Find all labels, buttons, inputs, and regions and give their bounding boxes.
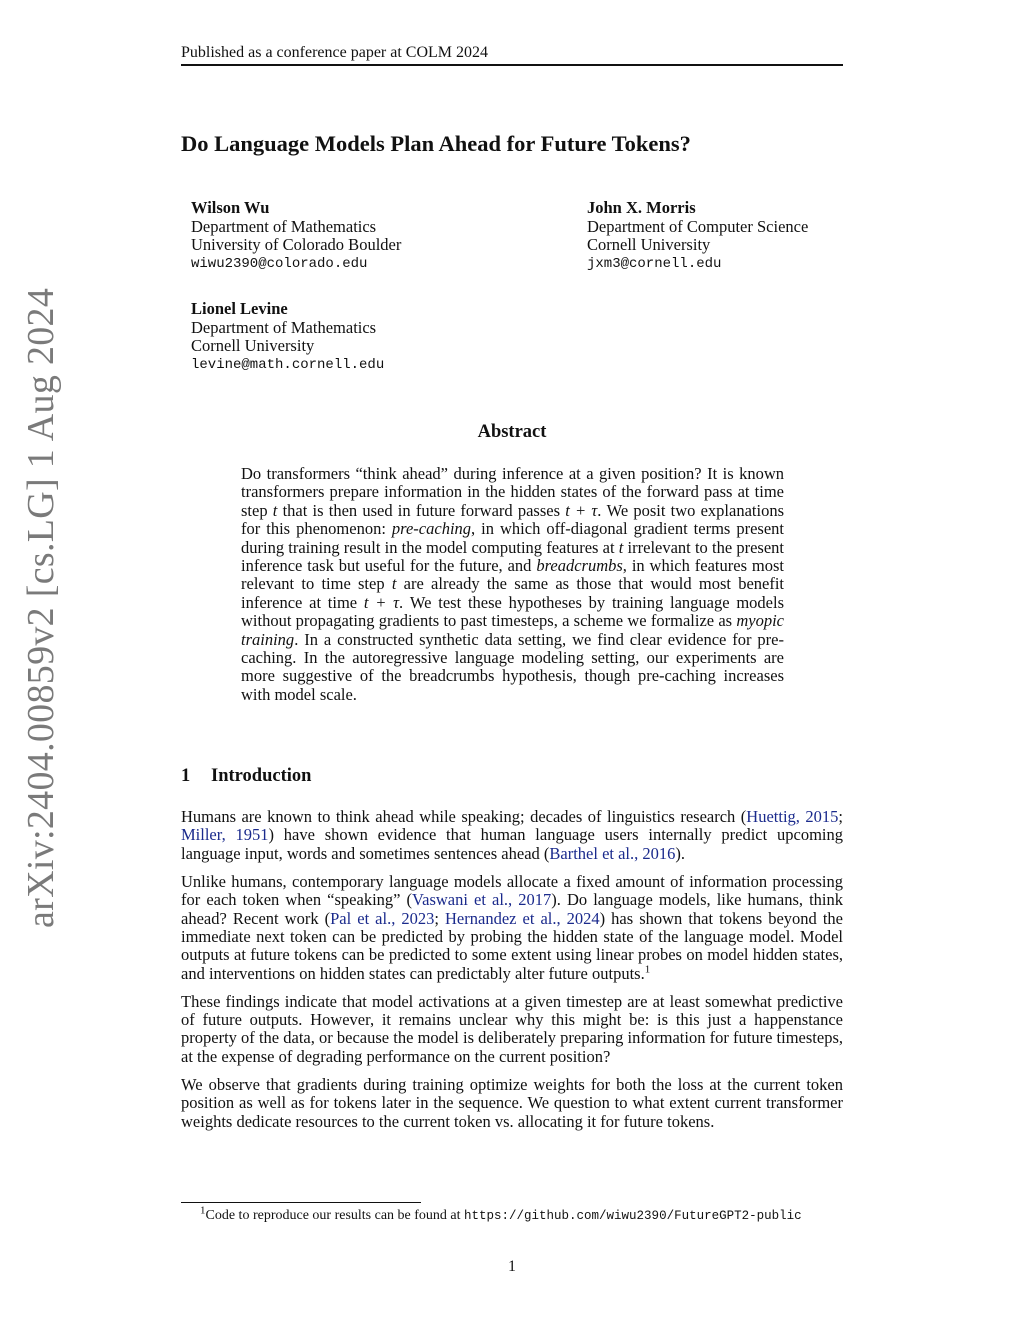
header-rule bbox=[181, 64, 843, 66]
citation-link[interactable]: Miller, 1951 bbox=[181, 825, 269, 845]
author-name: Lionel Levine bbox=[191, 299, 288, 318]
author-name: Wilson Wu bbox=[191, 198, 270, 217]
author-department: Department of Mathematics bbox=[191, 216, 377, 236]
abstract-heading: Abstract bbox=[477, 422, 547, 442]
citation-link[interactable]: Vaswani et al., 2017 bbox=[412, 890, 552, 910]
author-block bbox=[191, 199, 401, 273]
author-department: Department of Mathematics bbox=[191, 317, 377, 337]
author-email[interactable]: levine@math.cornell.edu bbox=[191, 356, 385, 373]
author-email[interactable]: wiwu2390@colorado.edu bbox=[191, 255, 368, 272]
citation-link[interactable]: Hernandez et al., 2024 bbox=[445, 908, 600, 928]
section-title: Introduction bbox=[211, 766, 312, 786]
footnote-rule bbox=[181, 1202, 421, 1203]
footnote-url[interactable]: https://github.com/wiwu2390/FutureGPT2-public bbox=[464, 1209, 802, 1223]
author-name: John X. Morris bbox=[587, 198, 696, 217]
author-institution: Cornell University bbox=[587, 235, 711, 254]
footnote: $^1$Code to reproduce our results can be found at https://github.com/wiwu2390/FutureGPT2-public bbox=[200, 1204, 802, 1223]
author-department: Department of Computer Science bbox=[587, 216, 809, 236]
paper-title: Do Language Models Plan Ahead for Future Tokens? bbox=[181, 131, 691, 156]
abstract-body: Do transformers “think ahead” during inference at a given position? It is known transformers prepare information in the hidden states of the forward pass at time step t that is then used in future forward passes t + τ. We posit two explanations for this phenomenon: pre-caching, in which off-diagonal gradient terms present during training result in the model computing features at t irrelevant to the present inference task but useful for the future, and breadcrumbs, in which features most relevant to time step t are already the same as those that would most benefit inference at time t + τ. We test these hypotheses by training language models without propagating gradients to past timesteps, a scheme we formalize as myopic training. In a constructed synthetic data setting, we find clear evidence for pre-caching. In the autoregressive language modeling setting, our experiments are more suggestive of the breadcrumbs hypothesis, though pre-caching increases with model scale. bbox=[241, 464, 785, 704]
section-heading bbox=[181, 764, 311, 788]
citation-link[interactable]: Pal et al., 2023 bbox=[330, 908, 435, 928]
author-block bbox=[191, 300, 384, 374]
running-header: Published as a conference paper at COLM 2024 bbox=[181, 44, 489, 61]
author-email[interactable]: jxm3@cornell.edu bbox=[587, 255, 722, 272]
paragraph: These findings indicate that model activations at a given timestep are at least somewhat predictive of future outputs. However, it remains unclear why this might be: is this just a happenstance property of the data, or because the model is deliberately preparing information for future timesteps, at the expense of degrading performance on the current position? bbox=[181, 991, 843, 1066]
paragraph: Unlike humans, contemporary language models allocate a fixed amount of information processing for each token when “speaking” (Vaswani et al., 2017). Do language models, like humans, think ahead? Recent work (Pal et al., 2023; Hernandez et al., 2024) has shown that tokens beyond the immediate next token can be predicted by probing the hidden state of the language model. Model outputs at future tokens can be predicted to some extent using linear probes on model hidden states, and interventions on hidden states can predictably alter future outputs.$^1$ bbox=[181, 871, 843, 983]
author-institution: University of Colorado Boulder bbox=[191, 235, 402, 254]
paragraph: We observe that gradients during training optimize weights for both the loss at the current token position as well as for tokens later in the sequence. We question to what extent current transformer weights dedicate resources to the current token vs. allocating it for future tokens. bbox=[181, 1074, 843, 1131]
author-institution: Cornell University bbox=[191, 336, 315, 355]
paragraph: Humans are known to think ahead while speaking; decades of linguistics research (Huettig, 2015; Miller, 1951) have shown evidence that human language users internally predict upcoming language input, words and sometimes sentences ahead (Barthel et al., 2016). bbox=[181, 807, 843, 863]
footnote-number: 1 bbox=[200, 1204, 206, 1217]
section-number: 1 bbox=[181, 766, 191, 786]
citation-link[interactable]: Barthel et al., 2016 bbox=[549, 843, 676, 863]
introduction-body bbox=[181, 808, 843, 1141]
author-block bbox=[587, 199, 808, 273]
footnote-marker[interactable]: 1 bbox=[644, 963, 651, 976]
citation-link[interactable]: Huettig, 2015 bbox=[746, 807, 839, 826]
page-number: 1 bbox=[508, 1258, 516, 1275]
arxiv-identifier: arXiv:2404.00859v2 [cs.LG] 1 Aug 2024 bbox=[20, 287, 62, 928]
